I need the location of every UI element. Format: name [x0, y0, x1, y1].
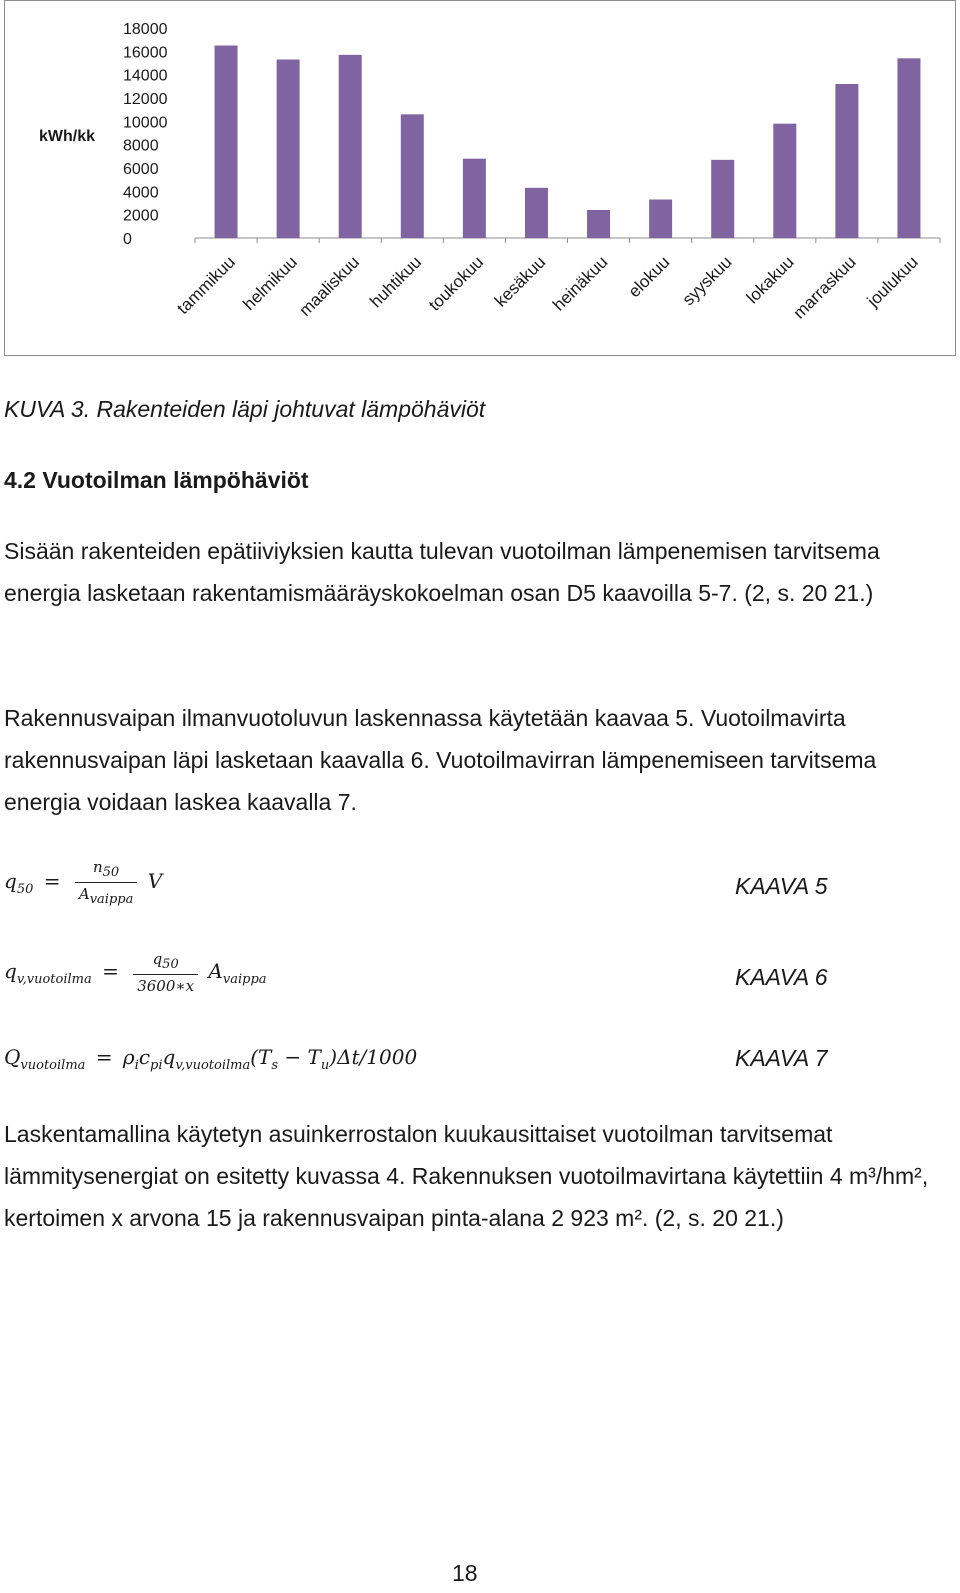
- y-tick-label: 2000: [123, 207, 159, 225]
- x-tick-label: elokuu: [624, 252, 674, 302]
- y-tick-label: 14000: [123, 67, 168, 85]
- bar: [401, 114, 424, 238]
- formula-6-label: KAAVA 6: [735, 964, 828, 990]
- bar: [835, 84, 858, 238]
- page-number: 18: [452, 1560, 478, 1586]
- y-tick-label: 12000: [123, 91, 168, 108]
- x-tick-label: huhtikuu: [366, 252, 426, 312]
- y-axis-label: kWh/kk: [39, 128, 96, 145]
- bar: [649, 200, 672, 239]
- y-tick-label: 6000: [123, 161, 159, 178]
- x-tick-label: kesäkuu: [491, 252, 550, 311]
- x-tick-label: tammikuu: [173, 252, 239, 318]
- y-tick-label: 0: [123, 231, 132, 248]
- bar: [339, 55, 362, 238]
- y-tick-label: 18000: [123, 21, 168, 38]
- y-tick-label: 4000: [123, 184, 159, 202]
- section-heading: 4.2 Vuotoilman lämpöhäviöt: [4, 467, 309, 493]
- bar: [773, 124, 796, 238]
- x-tick-label: heinäkuu: [549, 252, 612, 315]
- x-tick-label: helmikuu: [239, 252, 301, 314]
- bar: [277, 60, 300, 239]
- y-tick-label: 10000: [123, 114, 168, 132]
- bar-chart: [5, 1, 955, 355]
- formula-6: $q_{v,vuotoilma}$ = $\frac{q_{50}}{3600∗x}$ $A_{vaippa}$: [4, 950, 267, 995]
- paragraph-results: Laskentamallina käytetyn asuinkerrostalon kuukausittaiset vuotoilman tarvitsemat lämmitysenergiat on esitetty kuvassa 4. Rakennuksen vuotoilmavirtana käytettiin 4 m³/hm², kertoimen x arvona 15 ja rakennusvaipan pinta-alana 2 923 m². (2, s. 20 21.): [4, 1121, 929, 1231]
- bar: [711, 160, 734, 238]
- bar: [897, 58, 920, 238]
- x-tick-label: maaliskuu: [295, 252, 364, 320]
- formula-5-label: KAAVA 5: [735, 873, 828, 899]
- x-tick-label: lokakuu: [742, 252, 798, 308]
- fraction: $\frac{n_{50}}{A_{vaippa}}$: [75, 858, 138, 907]
- x-tick-label: syyskuu: [678, 252, 736, 310]
- x-tick-label: marraskuu: [789, 252, 860, 323]
- formula-7-label: KAAVA 7: [735, 1045, 828, 1071]
- chart-container: [4, 0, 956, 356]
- bar: [587, 210, 610, 238]
- x-tick-label: toukokuu: [424, 252, 488, 315]
- y-tick-label: 16000: [123, 44, 168, 62]
- bar: [463, 159, 486, 238]
- x-tick-label: joulukuu: [863, 252, 922, 311]
- bar: [215, 46, 238, 239]
- paragraph-formulas-intro: Rakennusvaipan ilmanvuotoluvun laskennassa käytetään kaavaa 5. Vuotoilmavirta rakennusvaipan läpi lasketaan kaavalla 6. Vuotoilmavirran lämpenemiseen tarvitsema energia voidaan laskea kaavalla 7.: [4, 705, 877, 815]
- formula-5: $q_{50}$ = $\frac{n_{50}}{A_{vaippa}}$ V: [4, 858, 163, 907]
- formula-7: $Q_{vuotoilma} = \rho_ic_{pi}q_{v,vuotoilma}(T_s - T_u)\Delta t/1000$: [4, 1045, 418, 1073]
- fraction: $\frac{q_{50}}{3600∗x}$: [133, 950, 198, 995]
- bar: [525, 188, 548, 238]
- y-tick-label: 8000: [123, 137, 159, 155]
- paragraph-intro: Sisään rakenteiden epätiiviyksien kautta tulevan vuotoilman lämpenemisen tarvitsema energia lasketaan rakentamismääräyskokoelman osan D5 kaavoilla 5-7. (2, s. 20 21.): [4, 538, 880, 606]
- figure-caption: KUVA 3. Rakenteiden läpi johtuvat lämpöhäviöt: [4, 396, 486, 422]
